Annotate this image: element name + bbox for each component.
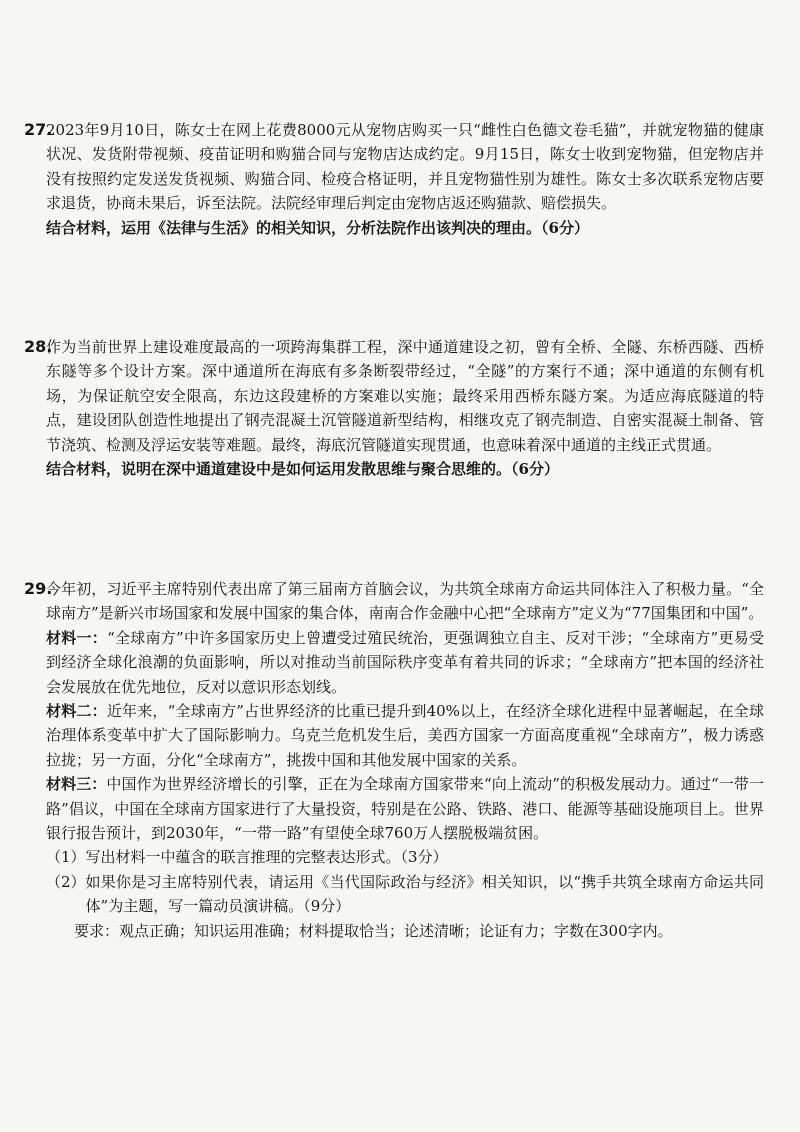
sub-question-1 (46, 845, 764, 869)
material-label: 材料三： (46, 775, 107, 794)
question-27 (24, 118, 764, 240)
material-1 (46, 626, 764, 699)
question-29 (24, 577, 764, 943)
question-material: 作为当前世界上建设难度最高的一项跨海集群工程，深中通道建设之初，曾有全桥、全隧、东桥西隧、西桥东隧等多个设计方案。深中通道所在海底有多条断裂带经过，“全隧”的方案行不通；深中通道的东侧有机场，为保证航空安全限高，东边这段建桥的方案难以实施；最终采用西桥东隧方案。为适应海底隧道的特点，建设团队创造性地提出了钢壳混凝土沉管隧道新型结构，相继攻克了钢壳制造、自密实混凝土制备、管节浇筑、检测及浮运安装等难题。最终，海底沉管隧道实现贯通，也意味着深中通道的主线正式贯通。 (46, 338, 764, 454)
material-3 (46, 772, 764, 845)
sub-question-number: （1） (46, 848, 86, 867)
question-number: 28. (24, 337, 53, 356)
material-text: 中国作为世界经济增长的引擎，正在为全球南方国家带来“向上流动”的积极发展动力。通过“一带一路”倡议，中国在全球南方国家进行了大量投资，特别是在公路、铁路、港口、能源等基础设施项目上。世界银行报告预计，到2030年，“一带一路”有望使全球760万人摆脱极端贫困。 (46, 775, 764, 843)
question-stem: 结合材料，说明在深中通道建设中是如何运用发散思维与聚合思维的。（6分） (46, 460, 559, 479)
material-label: 材料二： (46, 702, 107, 721)
question-intro: 今年初，习近平主席特别代表出席了第三届南方首脑会议，为共筑全球南方命运共同体注入了积极力量。“全球南方”是新兴市场国家和发展中国家的集合体，南南合作金融中心把“全球南方”定义为“77国集团和中国”。 (46, 580, 764, 623)
material-text: 近年来，“全球南方”占世界经济的比重已提升到40%以上，在经济全球化进程中显著崛起，在全球治理体系变革中扩大了国际影响力。乌克兰危机发生后，美西方国家一方面高度重视“全球南方”，极力诱惑拉拢；另一方面，分化“全球南方”，挑拨中国和其他发展中国家的关系。 (46, 702, 764, 769)
sub-question-2 (46, 870, 764, 919)
question-number: 29. (24, 579, 53, 598)
sub-question-text: 写出材料一中蕴含的联言推理的完整表达形式。（3分） (85, 848, 448, 867)
question-material: 2023年9月10日，陈女士在网上花费8000元从宠物店购买一只“雌性白色德文卷毛猫”，并就宠物猫的健康状况、发货附带视频、疫苗证明和购猫合同与宠物店达成约定。9月15日，陈女士收到宠物猫，但宠物店并没有按照约定发送发货视频、购猫合同、检疫合格证明，并且宠物猫性别为雄性。陈女士多次联系宠物店要求退货，协商未果后，诉至法院。法院经审理后判定由宠物店返还购猫款、赔偿损失。 (46, 121, 764, 213)
sub-question-number: （2） (46, 872, 86, 891)
material-2 (46, 699, 764, 772)
question-28 (24, 335, 764, 481)
answer-requirement: 要求：观点正确；知识运用准确；材料提取恰当；论述清晰；论证有力；字数在300字内。 (74, 921, 673, 940)
question-stem: 结合材料，运用《法律与生活》的相关知识，分析法院作出该判决的理由。（6分） (46, 218, 589, 237)
material-label: 材料一： (46, 628, 108, 647)
question-number: 27. (24, 120, 53, 139)
sub-question-text: 如果你是习主席特别代表，请运用《当代国际政治与经济》相关知识，以“携手共筑全球南方命运共同体”为主题，写一篇动员演讲稿。（9分） (85, 872, 764, 916)
material-text: “全球南方”中许多国家历史上曾遭受过殖民统治，更强调独立自主、反对干涉；“全球南方”更易受到经济全球化浪潮的负面影响，所以对推动当前国际秩序变革有着共同的诉求；“全球南方”把本国的经济社会发展放在优先地位，反对以意识形态划线。 (46, 628, 764, 696)
